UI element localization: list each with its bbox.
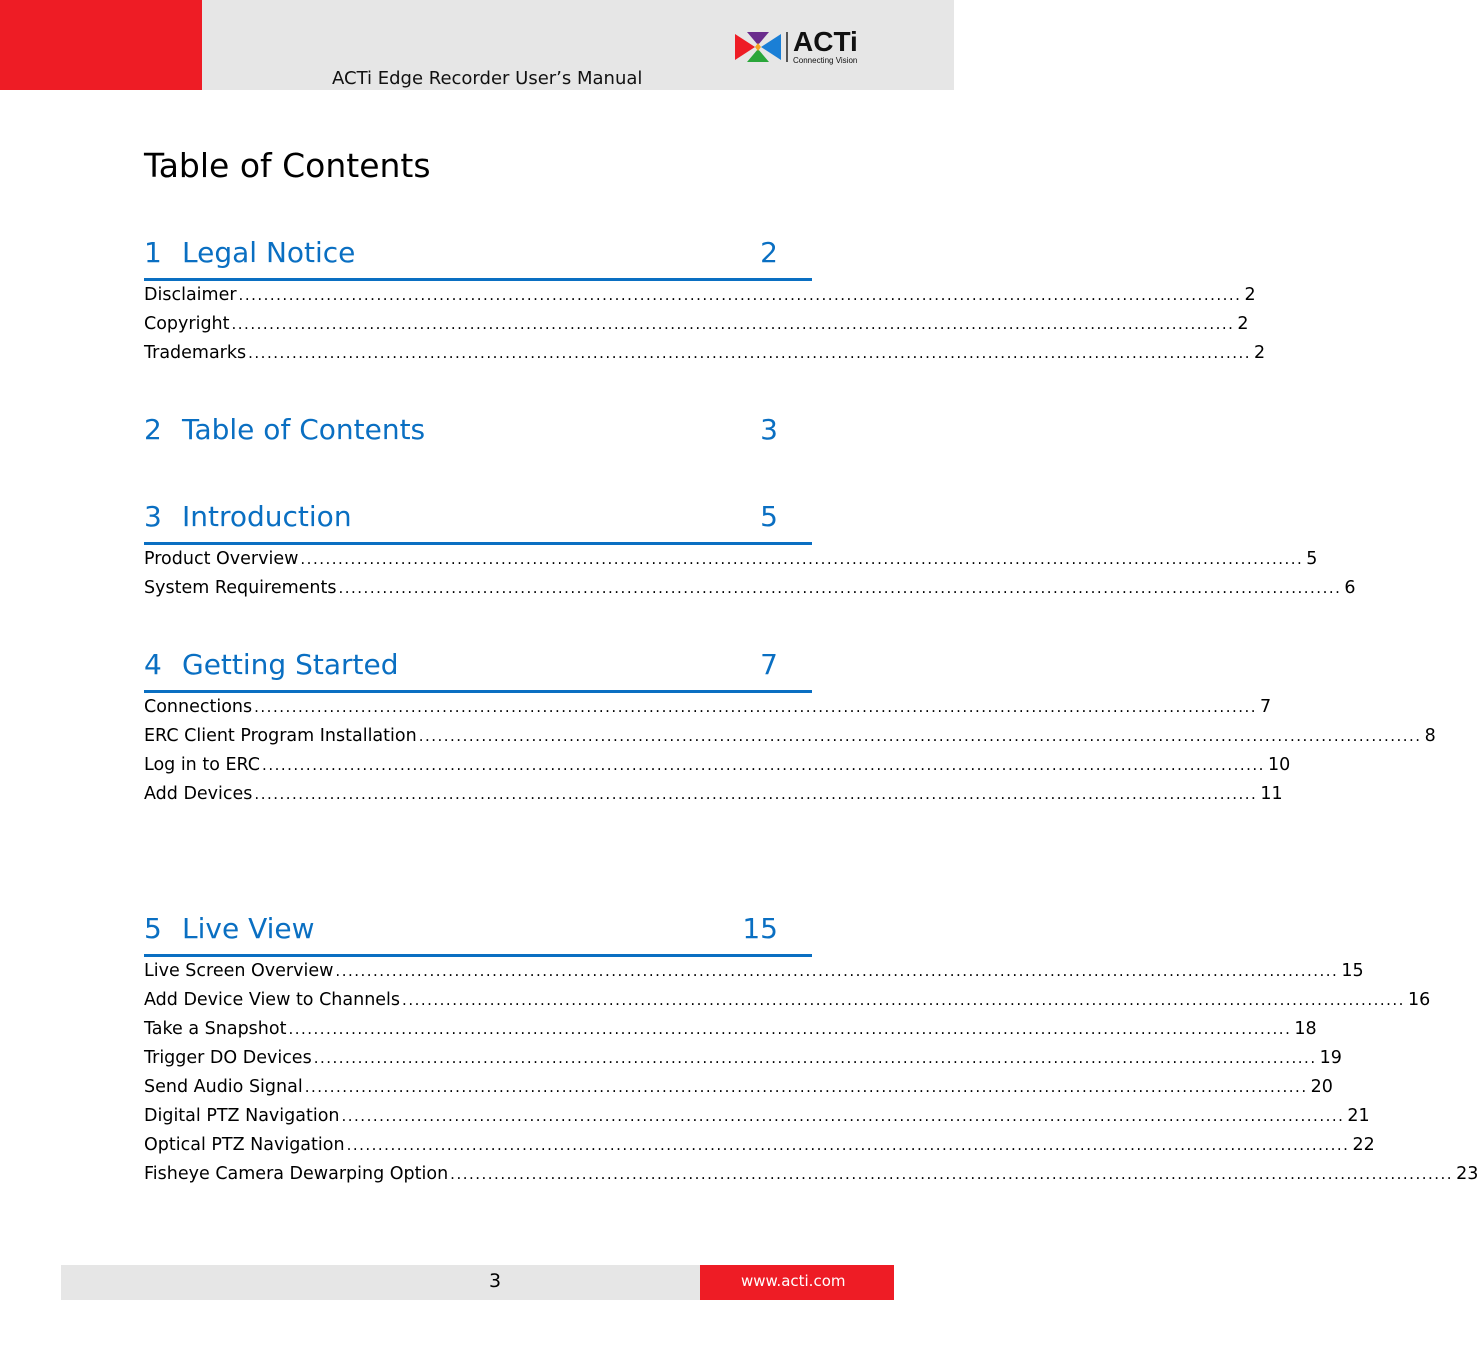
section-number: 5: [144, 912, 162, 945]
entry-page: 6: [1344, 578, 1356, 598]
toc-entry[interactable]: [144, 343, 1266, 372]
section-page: 3: [760, 413, 778, 446]
entry-label: Product Overview: [144, 549, 299, 569]
section-page: 7: [760, 648, 778, 681]
toc-entry[interactable]: [144, 961, 1364, 990]
entry-page: 7: [1260, 697, 1272, 717]
entry-label: Send Audio Signal: [144, 1077, 303, 1097]
entry-page: 22: [1352, 1135, 1375, 1155]
toc-entry[interactable]: [144, 578, 1356, 607]
entry-label: Add Device View to Channels: [144, 990, 401, 1010]
section-number: 3: [144, 500, 162, 533]
entry-leader: ................................................................................................................................................................: [300, 550, 1304, 568]
entry-page: 2: [1237, 314, 1249, 334]
section-title: Introduction: [182, 500, 352, 533]
toc-entry[interactable]: [144, 1048, 1342, 1077]
toc-entry[interactable]: [144, 314, 1249, 343]
toc-entry[interactable]: [144, 549, 1318, 578]
section-title: Getting Started: [182, 648, 399, 681]
entry-label: Digital PTZ Navigation: [144, 1106, 340, 1126]
entry-page: 18: [1294, 1019, 1317, 1039]
entry-leader: ................................................................................................................................................................: [338, 579, 1342, 597]
section-number: 2: [144, 413, 162, 446]
toc-section-4: [144, 648, 1436, 813]
acti-logo-icon: [733, 30, 783, 64]
toc-section-5: [144, 912, 1478, 1193]
entry-page: 8: [1424, 726, 1436, 746]
entry-label: Copyright: [144, 314, 230, 334]
toc-entry[interactable]: [144, 285, 1256, 314]
entry-leader: ................................................................................................................................................................: [418, 727, 1422, 745]
entry-leader: ................................................................................................................................................................: [341, 1107, 1345, 1125]
entry-label: Log in to ERC: [144, 755, 261, 775]
section-heading[interactable]: [144, 236, 812, 278]
section-heading[interactable]: [144, 413, 812, 455]
entry-page: 10: [1267, 755, 1291, 775]
entry-leader: ................................................................................................................................................................: [304, 1078, 1308, 1096]
entry-leader: ................................................................................................................................................................: [450, 1165, 1454, 1183]
entry-page: 19: [1319, 1048, 1342, 1068]
manual-title: ACTi Edge Recorder User’s Manual: [332, 68, 643, 89]
entry-page: 21: [1347, 1106, 1370, 1126]
section-title: Legal Notice: [182, 236, 356, 269]
logo-tagline: Connecting Vision: [793, 56, 858, 65]
toc-entry[interactable]: [144, 1135, 1375, 1164]
toc-entry[interactable]: [144, 990, 1431, 1019]
toc-section-2: [144, 413, 812, 455]
section-page: 5: [760, 500, 778, 533]
entry-label: Optical PTZ Navigation: [144, 1135, 345, 1155]
entry-label: Take a Snapshot: [144, 1019, 287, 1039]
toc-section-3: [144, 500, 1356, 607]
section-rule: [144, 954, 812, 957]
footer-url-link[interactable]: www.acti.com: [741, 1272, 846, 1290]
section-number: 4: [144, 648, 162, 681]
entry-page: 16: [1407, 990, 1431, 1010]
entry-label: Trigger DO Devices: [144, 1048, 312, 1068]
section-number: 1: [144, 236, 162, 269]
entry-leader: ................................................................................................................................................................: [238, 286, 1242, 304]
section-title: Live View: [182, 912, 315, 945]
entry-label: Live Screen Overview: [144, 961, 334, 981]
entry-page: 23: [1456, 1164, 1478, 1184]
toc-entry[interactable]: [144, 726, 1436, 755]
entry-label: ERC Client Program Installation: [144, 726, 417, 746]
entry-leader: ................................................................................................................................................................: [231, 315, 1235, 333]
toc-entry[interactable]: [144, 1164, 1478, 1193]
section-heading[interactable]: [144, 648, 812, 690]
entry-leader: ................................................................................................................................................................: [248, 344, 1252, 362]
entry-leader: ................................................................................................................................................................: [288, 1020, 1292, 1038]
entry-label: System Requirements: [144, 578, 337, 598]
entry-page: 15: [1341, 961, 1364, 981]
entry-leader: ................................................................................................................................................................: [313, 1049, 1317, 1067]
section-rule: [144, 690, 812, 693]
section-title: Table of Contents: [182, 413, 426, 446]
toc-entry[interactable]: [144, 1019, 1317, 1048]
footer-page-number: 3: [489, 1270, 502, 1292]
section-page: 15: [742, 912, 778, 945]
entry-page: 11: [1260, 784, 1283, 804]
entry-leader: ................................................................................................................................................................: [335, 962, 1339, 980]
entry-leader: ................................................................................................................................................................: [346, 1136, 1350, 1154]
entry-page: 20: [1310, 1077, 1333, 1097]
section-heading[interactable]: [144, 912, 812, 954]
entry-leader: ................................................................................................................................................................: [254, 698, 1258, 716]
section-rule: [144, 278, 812, 281]
toc-section-1: [144, 236, 1266, 372]
toc-entry[interactable]: [144, 755, 1291, 784]
section-rule: [144, 542, 812, 545]
logo-wordmark: ACTi: [793, 26, 858, 57]
toc-entry[interactable]: [144, 784, 1283, 813]
entry-page: 2: [1254, 343, 1266, 363]
page-title: Table of Contents: [144, 146, 431, 185]
toc-entry[interactable]: [144, 697, 1272, 726]
entry-leader: ................................................................................................................................................................: [254, 785, 1258, 803]
entry-label: Trademarks: [144, 343, 247, 363]
entry-label: Disclaimer: [144, 285, 237, 305]
toc-entry[interactable]: [144, 1106, 1370, 1135]
entry-label: Connections: [144, 697, 253, 717]
toc-entry[interactable]: [144, 1077, 1333, 1106]
entry-page: 2: [1244, 285, 1256, 305]
entry-page: 5: [1306, 549, 1318, 569]
entry-label: Add Devices: [144, 784, 253, 804]
section-heading[interactable]: [144, 500, 812, 542]
section-page: 2: [760, 236, 778, 269]
header-red-block: [0, 0, 202, 90]
entry-leader: ................................................................................................................................................................: [402, 991, 1405, 1009]
entry-label: Fisheye Camera Dewarping Option: [144, 1164, 449, 1184]
logo-separator: [786, 32, 788, 62]
entry-leader: ................................................................................................................................................................: [262, 756, 1265, 774]
